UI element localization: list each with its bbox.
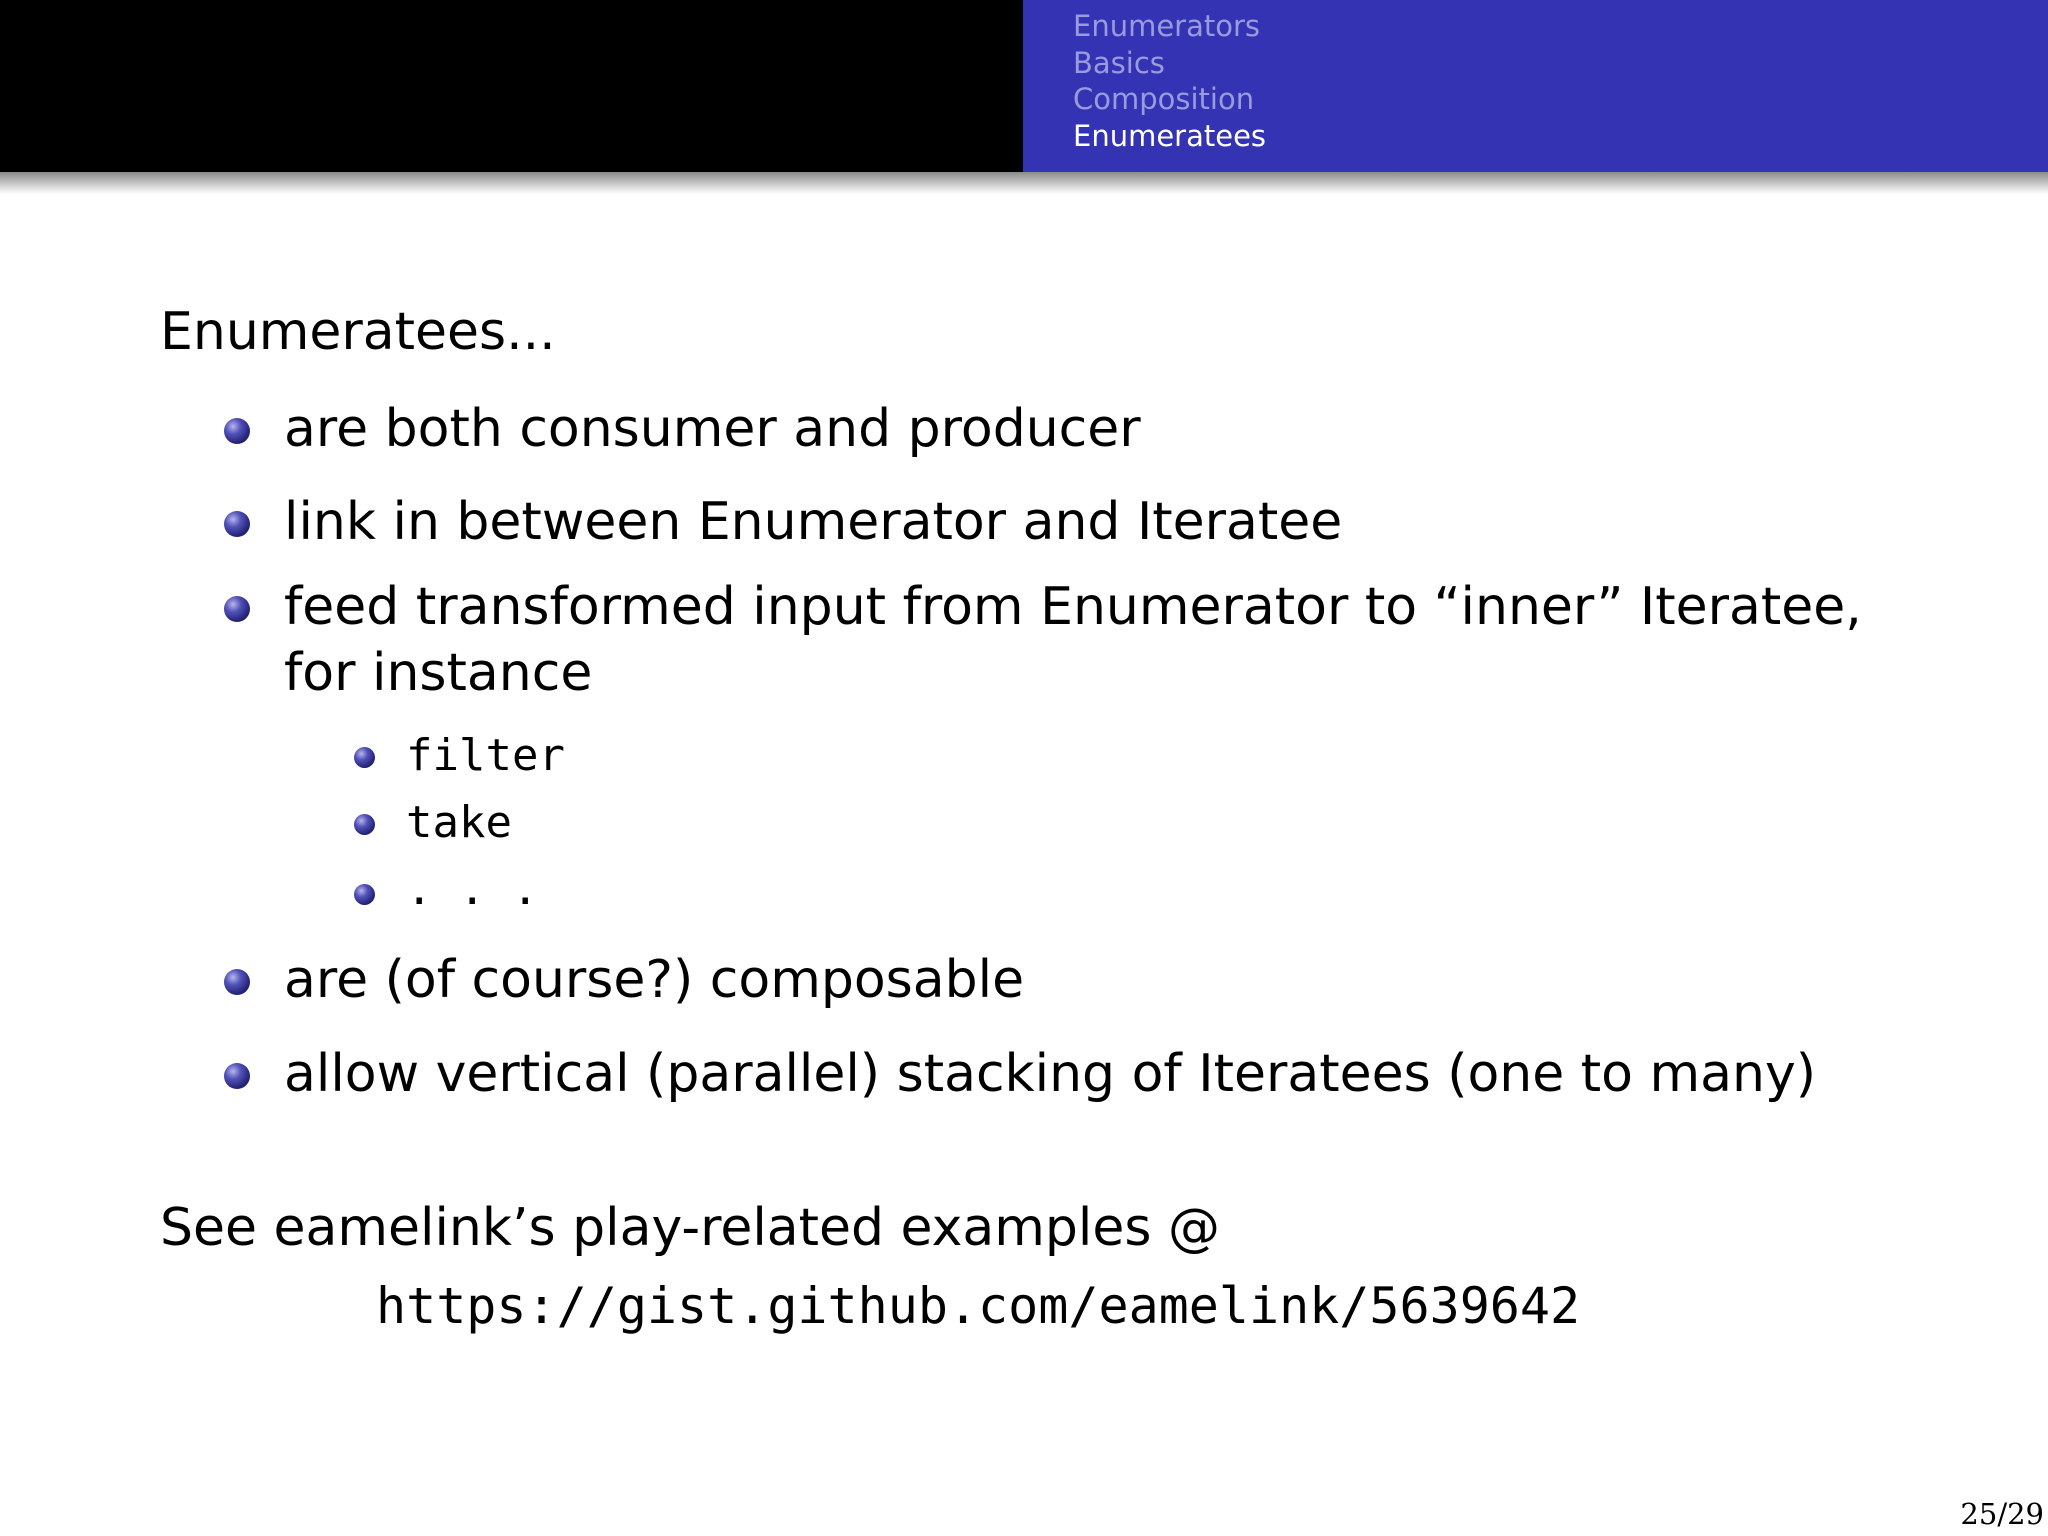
bullet-link-between: link in between Enumerator and Iteratee (284, 492, 1343, 552)
bullet-feed-transformed-line2: for instance (284, 643, 593, 703)
subsection-list (1073, 8, 1266, 154)
ball-bullet-icon (224, 1063, 250, 1089)
ball-bullet-icon (224, 418, 250, 444)
ball-bullet-icon (224, 969, 250, 995)
navigation-header (0, 0, 2048, 172)
gist-link[interactable]: https://gist.github.com/eamelink/5639642 (376, 1277, 1581, 1335)
page-number: 25/29 (1960, 1497, 2044, 1531)
intro-text: Enumeratees... (160, 302, 556, 362)
header-shadow (0, 172, 2048, 194)
ball-bullet-icon (354, 884, 375, 905)
sub-bullet-take: take (406, 797, 512, 848)
subsection-item-composition[interactable]: Composition (1073, 82, 1255, 116)
bullet-consumer-producer: are both consumer and producer (284, 399, 1141, 459)
see-examples-text: See eamelink’s play-related examples @ (160, 1198, 1220, 1258)
bullet-composable: are (of course?) composable (284, 950, 1025, 1010)
subsection-item-basics[interactable]: Basics (1073, 45, 1165, 80)
subsection-item-enumerators[interactable]: Enumerators (1073, 9, 1261, 43)
bullet-vertical-stacking: allow vertical (parallel) stacking of Iteratees (one to many) (284, 1044, 1817, 1104)
ball-bullet-icon (354, 747, 375, 768)
sub-bullet-ellipsis: . . . (406, 864, 539, 915)
sub-bullet-filter: filter (406, 730, 565, 781)
subsection-item-enumeratees[interactable]: Enumeratees (1073, 118, 1267, 153)
ball-bullet-icon (224, 511, 250, 537)
ball-bullet-icon (224, 596, 250, 622)
bullet-feed-transformed-line1: feed transformed input from Enumerator to “inner” Iteratee, (284, 577, 1862, 637)
ball-bullet-icon (354, 814, 375, 835)
section-nav-panel (0, 0, 1023, 172)
